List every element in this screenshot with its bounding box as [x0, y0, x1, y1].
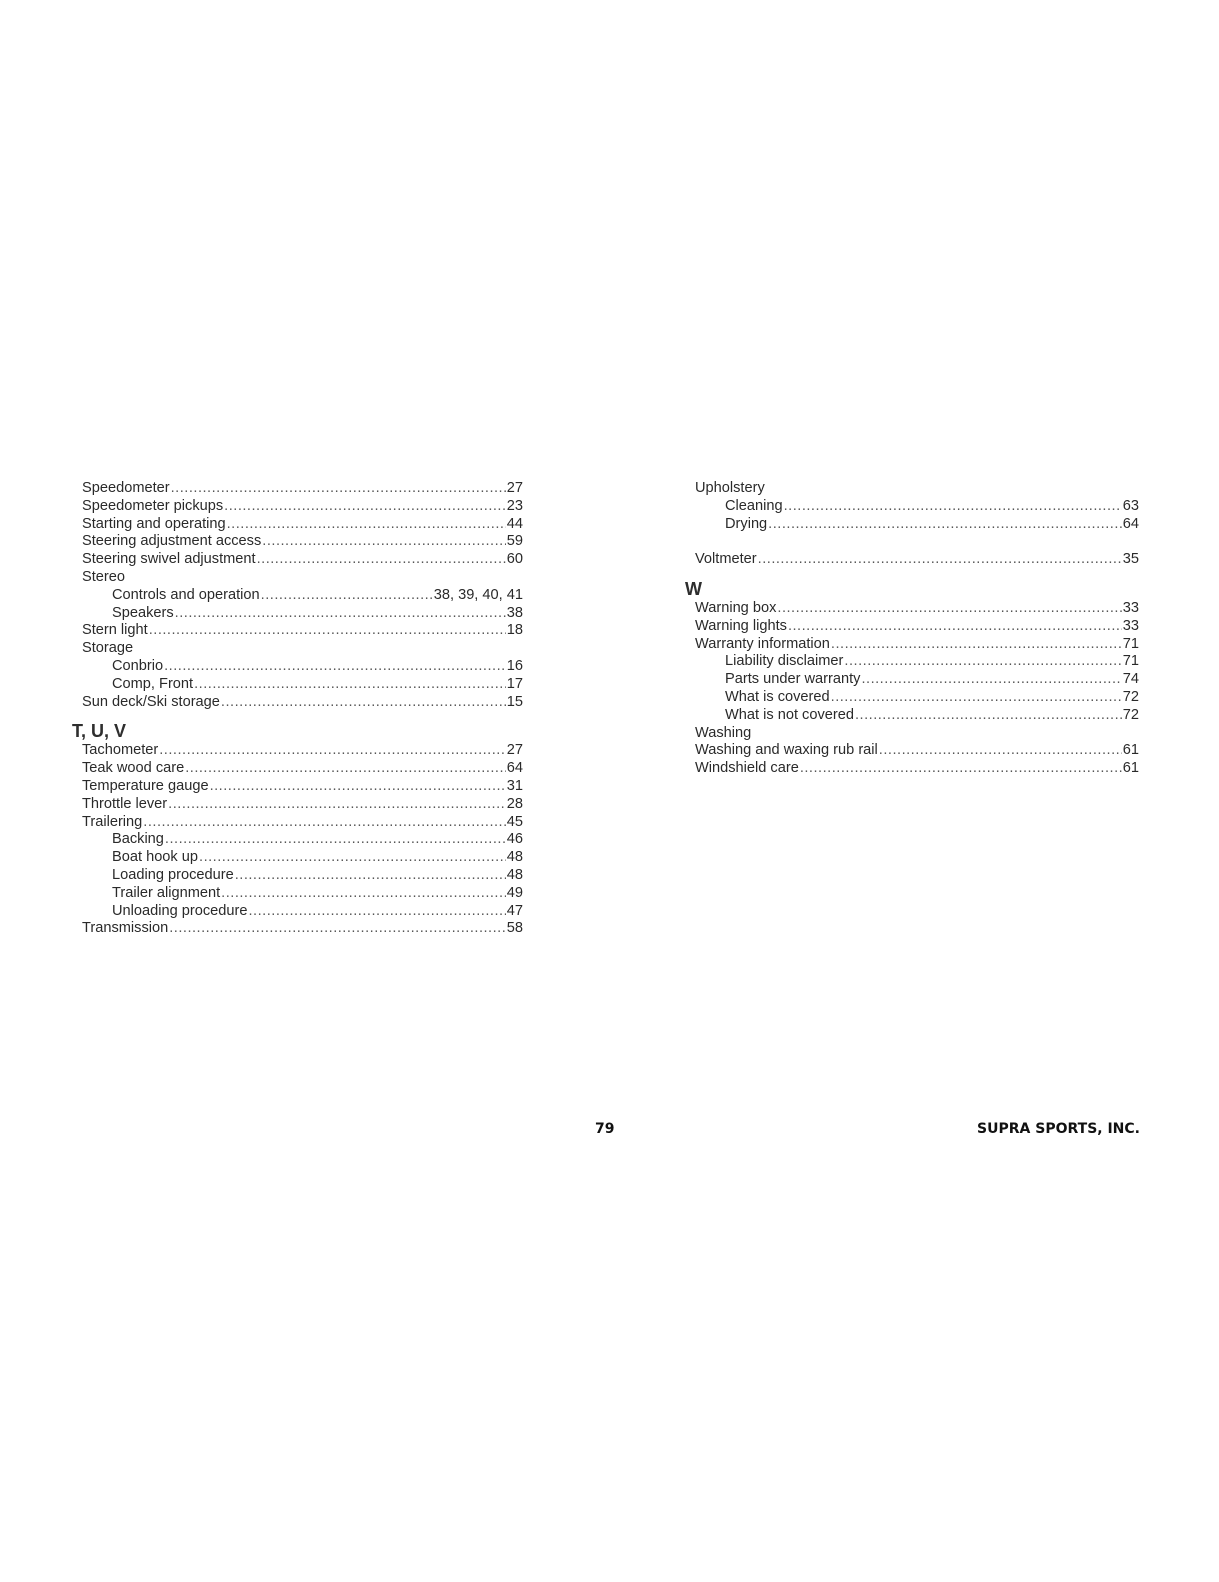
entry-label: Trailer alignment [112, 884, 221, 901]
entry-label: Speakers [112, 604, 174, 621]
section-heading-t-u-v: T, U, V [72, 721, 127, 742]
entry-page-numbers: 71 [1122, 635, 1139, 652]
index-entry-liability-disclaimer[interactable] [695, 653, 1139, 671]
entry-page-numbers: 33 [1122, 617, 1139, 634]
dot-leader [194, 676, 506, 694]
dot-leader [257, 551, 506, 569]
dot-leader [185, 760, 506, 778]
dot-leader [261, 587, 433, 605]
entry-label: Starting and operating [82, 515, 226, 532]
dot-leader [831, 636, 1122, 654]
entry-label: Stereo [82, 568, 125, 585]
dot-leader [235, 867, 506, 885]
dot-leader [777, 600, 1121, 618]
entry-label: Transmission [82, 920, 169, 937]
index-entry-parts-under-warranty[interactable] [695, 671, 1139, 689]
dot-leader [169, 920, 506, 938]
index-entry-conbrio[interactable] [82, 658, 523, 676]
index-entry-speedometer[interactable] [82, 480, 523, 498]
dot-leader [168, 796, 506, 814]
dot-leader [758, 551, 1122, 569]
entry-label: Tachometer [82, 742, 159, 759]
index-entry-speedometer-pickups[interactable] [82, 498, 523, 516]
index-entry-trailer-alignment[interactable] [82, 885, 523, 903]
index-entry-throttle-lever[interactable] [82, 796, 523, 814]
dot-leader [159, 742, 506, 760]
entry-label: Washing and waxing rub rail [695, 742, 878, 759]
section-heading-w: W [685, 578, 702, 599]
entry-page-numbers: 47 [506, 902, 523, 919]
dot-leader [175, 605, 506, 623]
index-column-right [685, 480, 1139, 778]
entry-label: Steering swivel adjustment [82, 551, 256, 568]
entry-label: Warning box [695, 599, 777, 616]
entry-page-numbers: 18 [506, 622, 523, 639]
dot-leader [221, 885, 506, 903]
entry-page-numbers: 31 [506, 777, 523, 794]
index-entry-unloading-procedure[interactable] [82, 903, 523, 921]
entry-page-numbers: 17 [506, 675, 523, 692]
index-entry-windshield-care[interactable] [695, 760, 1139, 778]
index-entry-storage[interactable] [82, 640, 523, 658]
entry-label: Controls and operation [112, 586, 260, 603]
entry-page-numbers: 60 [506, 551, 523, 568]
index-entry-boat-hook-up[interactable] [82, 849, 523, 867]
entry-page-numbers: 44 [506, 515, 523, 532]
entry-label: Backing [112, 831, 164, 848]
entry-label: Teak wood care [82, 760, 185, 777]
entry-label: Comp, Front [112, 675, 194, 692]
entry-page-numbers: 61 [1122, 760, 1139, 777]
entry-label: Warranty information [695, 635, 830, 652]
entry-page-numbers: 71 [1122, 653, 1139, 670]
entry-label: Throttle lever [82, 795, 168, 812]
entry-label: What is covered [725, 688, 830, 705]
spacer [695, 533, 1139, 551]
index-entry-upholstery[interactable] [695, 480, 1139, 498]
entry-page-numbers: 72 [1122, 706, 1139, 723]
entry-label: Voltmeter [695, 551, 757, 568]
index-entry-washing[interactable] [695, 725, 1139, 743]
dot-leader [855, 707, 1122, 725]
dot-leader [831, 689, 1122, 707]
entry-label: Stern light [82, 622, 148, 639]
entry-page-numbers: 72 [1122, 688, 1139, 705]
entry-label: Trailering [82, 813, 143, 830]
entry-label: Sun deck/Ski storage [82, 693, 220, 710]
entry-label: Unloading procedure [112, 902, 248, 919]
index-entry-what-is-not-covered[interactable] [695, 707, 1139, 725]
dot-leader [861, 671, 1121, 689]
entry-label: Liability disclaimer [725, 653, 844, 670]
entry-page-numbers: 16 [506, 657, 523, 674]
entry-label: Boat hook up [112, 849, 199, 866]
entry-label: Cleaning [725, 497, 783, 514]
entry-label: What is not covered [725, 706, 854, 723]
index-entry-stern-light[interactable] [82, 622, 523, 640]
dot-leader [227, 516, 506, 534]
entry-label: Storage [82, 640, 134, 657]
entry-page-numbers: 27 [506, 480, 523, 496]
index-entry-backing[interactable] [82, 831, 523, 849]
entry-label: Windshield care [695, 760, 799, 777]
dot-leader [800, 760, 1122, 778]
dot-leader [768, 516, 1122, 534]
dot-leader [165, 831, 506, 849]
index-entry-stereo[interactable] [82, 569, 523, 587]
entry-page-numbers: 38, 39, 40, 41 [433, 586, 523, 603]
entry-page-numbers: 74 [1122, 671, 1139, 688]
index-entry-loading-procedure[interactable] [82, 867, 523, 885]
entry-page-numbers: 58 [506, 920, 523, 937]
entry-label: Loading procedure [112, 866, 234, 883]
entry-page-numbers: 35 [1122, 551, 1139, 568]
index-entry-speakers[interactable] [82, 605, 523, 623]
entry-page-numbers: 33 [1122, 599, 1139, 616]
index-column-left [72, 480, 523, 938]
index-entry-steering-adjustment-access[interactable] [82, 533, 523, 551]
index-entry-cleaning[interactable] [695, 498, 1139, 516]
entry-label: Steering adjustment access [82, 533, 262, 550]
dot-leader [844, 653, 1121, 671]
dot-leader [143, 814, 505, 832]
entry-page-numbers: 48 [506, 849, 523, 866]
dot-leader [171, 480, 506, 498]
dot-leader [224, 498, 506, 516]
entry-label: Temperature gauge [82, 777, 209, 794]
entry-page-numbers: 45 [506, 813, 523, 830]
entry-page-numbers: 59 [506, 533, 523, 550]
dot-leader [210, 778, 506, 796]
index-entry-steering-swivel-adjustment[interactable] [82, 551, 523, 569]
index-entry-warranty-information[interactable] [695, 636, 1139, 654]
entry-page-numbers: 46 [506, 831, 523, 848]
entry-label: Speedometer pickups [82, 497, 224, 514]
entry-label: Warning lights [695, 617, 787, 634]
entry-page-numbers: 38 [506, 604, 523, 621]
entry-page-numbers: 48 [506, 866, 523, 883]
dot-leader [149, 622, 506, 640]
index-entry-washing-and-waxing-rub-rail[interactable] [695, 742, 1139, 760]
entry-page-numbers: 61 [1122, 742, 1139, 759]
index-entry-warning-lights[interactable] [695, 618, 1139, 636]
entry-label: Upholstery [695, 480, 765, 496]
entry-page-numbers: 49 [506, 884, 523, 901]
index-entry-warning-box[interactable] [695, 600, 1139, 618]
entry-label: Conbrio [112, 657, 164, 674]
company-name: SUPRA SPORTS, INC. [977, 1121, 1140, 1137]
index-entry-temperature-gauge[interactable] [82, 778, 523, 796]
index-entry-voltmeter[interactable] [695, 551, 1139, 569]
dot-leader [199, 849, 506, 867]
entry-page-numbers: 64 [506, 760, 523, 777]
entry-label: Drying [725, 515, 768, 532]
dot-leader [249, 903, 506, 921]
entry-page-numbers: 23 [506, 497, 523, 514]
entry-page-numbers: 63 [1122, 497, 1139, 514]
dot-leader [164, 658, 506, 676]
entry-page-numbers: 28 [506, 795, 523, 812]
entry-label: Washing [695, 724, 752, 741]
dot-leader [879, 742, 1122, 760]
entry-page-numbers: 27 [506, 742, 523, 759]
index-entry-controls-and-operation[interactable] [82, 587, 523, 605]
index-entry-starting-and-operating[interactable] [82, 516, 523, 534]
index-entry-sun-deck-ski-storage[interactable] [82, 694, 523, 712]
index-entry-teak-wood-care[interactable] [82, 760, 523, 778]
index-entry-trailering[interactable] [82, 814, 523, 832]
index-entry-comp-front[interactable] [82, 676, 523, 694]
entry-page-numbers: 64 [1122, 515, 1139, 532]
dot-leader [784, 498, 1122, 516]
page-number: 79 [595, 1121, 615, 1137]
dot-leader [262, 533, 505, 551]
dot-leader [221, 694, 506, 712]
dot-leader [788, 618, 1122, 636]
entry-label: Parts under warranty [725, 671, 861, 688]
index-entry-tachometer[interactable] [82, 742, 523, 760]
index-entry-what-is-covered[interactable] [695, 689, 1139, 707]
index-entry-transmission[interactable] [82, 920, 523, 938]
entry-page-numbers: 15 [506, 693, 523, 710]
entry-label: Speedometer [82, 480, 170, 496]
index-entry-drying[interactable] [695, 516, 1139, 534]
